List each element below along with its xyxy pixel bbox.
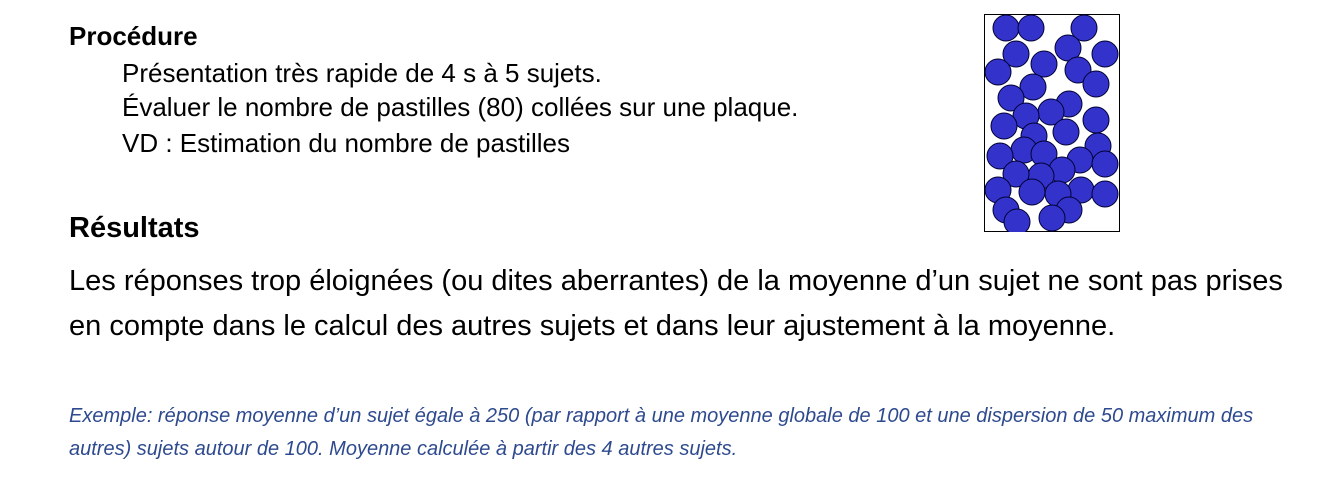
- results-heading: Résultats: [69, 212, 200, 244]
- pastille-dot: [1018, 15, 1044, 41]
- procedure-line-3: VD : Estimation du nombre de pastilles: [122, 128, 570, 158]
- pastille-dot: [985, 59, 1011, 85]
- pastille-dot: [1092, 151, 1118, 177]
- pastille-dot: [1083, 107, 1109, 133]
- example-text: Exemple: réponse moyenne d’un sujet égale à 250 (par rapport à une moyenne globale de 100 et une dispersion de 50 maximum des autres) sujets autour de 100. Moyenne calculée à partir des 4 autres sujets.: [69, 405, 1254, 460]
- pastilles-plate-illustration: [984, 14, 1120, 232]
- results-text: Les réponses trop éloignées (ou dites aberrantes) de la moyenne d’un sujet ne sont pas prises en compte dans le calcul des autres sujets et dans leur ajustement à la moyenne.: [69, 265, 1283, 342]
- pastille-dot: [1039, 205, 1065, 231]
- pastille-dot: [1019, 179, 1045, 205]
- pastille-dot: [991, 113, 1017, 139]
- pastille-dot: [1031, 51, 1057, 77]
- pastille-dot: [1092, 181, 1118, 207]
- pastille-dot: [1092, 41, 1118, 67]
- pastille-dot: [993, 15, 1019, 41]
- procedure-heading: Procédure: [69, 21, 198, 51]
- pastille-dot: [1053, 119, 1079, 145]
- procedure-line-2: Évaluer le nombre de pastilles (80) collées sur une plaque.: [122, 92, 799, 122]
- procedure-line-1: Présentation très rapide de 4 s à 5 sujets.: [122, 58, 602, 88]
- pastille-dot: [1004, 209, 1030, 232]
- pastille-dot: [1083, 71, 1109, 97]
